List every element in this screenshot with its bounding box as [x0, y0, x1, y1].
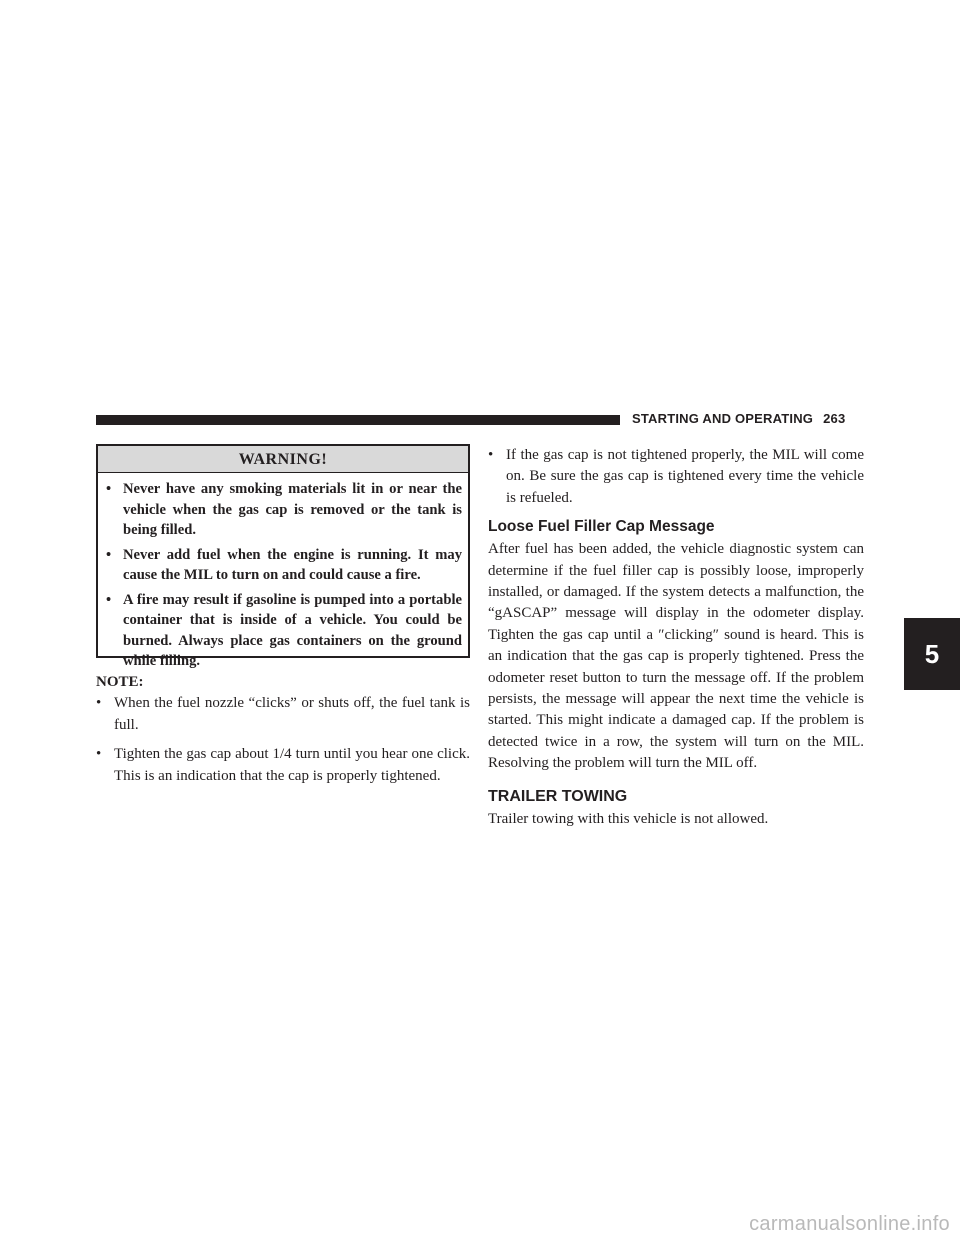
watermark: carmanualsonline.info	[749, 1213, 950, 1235]
note-item	[488, 445, 864, 509]
note-list	[96, 693, 470, 787]
left-column	[96, 672, 470, 795]
warning-item	[106, 590, 462, 672]
warning-item-text: A fire may result if gasoline is pumped into a portable container that is inside of a vehicle. You could be burned. Always place gas containers on the ground while filling.	[123, 591, 462, 669]
trailer-towing-heading: TRAILER TOWING	[488, 787, 628, 805]
bullet-icon: •	[106, 481, 112, 497]
loose-cap-paragraph: After fuel has been added, the vehicle diagnostic system can determine if the fuel filler cap is possibly loose, improperly installed, or damaged. If the system detects a malfunction, the “gASCAP” message will display in the odometer display. Tighten the gas cap until a ″clicking″ sound is heard. This is an indication that the gas cap is properly tightened. Press the odometer reset button to turn the message off. If the problem persists, the message will appear the next time the vehicle is started. This might indicate a damaged cap. If the problem is detected twice in a row, the system will turn on the MIL. Resolving the problem will turn the MIL off.	[488, 541, 864, 772]
trailer-towing-paragraph: Trailer towing with this vehicle is not allowed.	[488, 810, 769, 827]
warning-item	[106, 545, 462, 586]
bullet-icon: •	[106, 546, 112, 563]
warning-item	[106, 479, 462, 541]
bullet-icon: •	[96, 746, 102, 763]
page-number: 263	[823, 411, 846, 426]
warning-item-text: Never have any smoking materials lit in or near the vehicle when the gas cap is removed or the tank is being filled.	[123, 481, 462, 538]
warning-title: WARNING!	[98, 446, 468, 473]
note-item	[96, 693, 470, 736]
bullet-icon: •	[488, 447, 494, 463]
running-header	[632, 411, 845, 426]
right-column	[488, 445, 864, 830]
note-item-text: If the gas cap is not tightened properly, the MIL will come on. Be sure the gas cap is tightened every time the vehicle is refueled.	[506, 447, 864, 506]
header-section-title: STARTING AND OPERATING	[632, 411, 814, 426]
header-rule	[96, 415, 620, 425]
note-item-text: When the fuel nozzle “clicks” or shuts off, the fuel tank is full.	[114, 695, 470, 733]
warning-item-text: Never add fuel when the engine is running. It may cause the MIL to turn on and could cause a fire.	[123, 546, 462, 583]
note-item	[96, 744, 470, 787]
warning-box	[96, 444, 470, 669]
loose-cap-heading: Loose Fuel Filler Cap Message	[488, 518, 715, 536]
warning-list	[98, 479, 468, 672]
note-list-continued	[488, 445, 864, 509]
bullet-icon: •	[106, 591, 112, 608]
note-item-text: Tighten the gas cap about 1/4 turn until you hear one click. This is an indication that the cap is properly tightened.	[114, 746, 470, 784]
bullet-icon: •	[96, 695, 102, 712]
note-label: NOTE:	[96, 674, 144, 690]
chapter-tab: 5	[904, 618, 960, 690]
